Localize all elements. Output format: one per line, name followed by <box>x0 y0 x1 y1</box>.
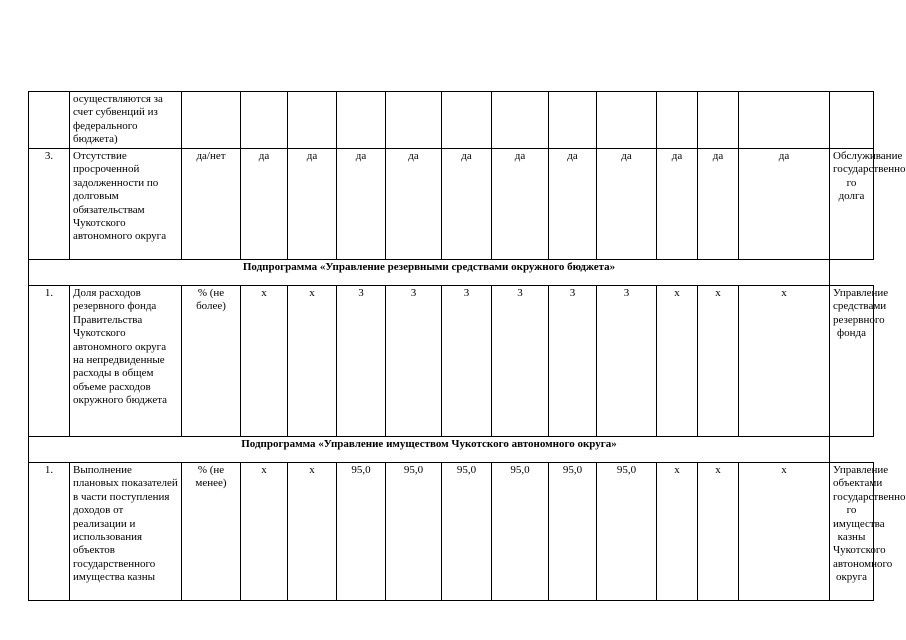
indicator-name: осуществляются за счет субвенций из федерального бюджета) <box>70 92 182 149</box>
indicator-name: Доля расходов резервного фонда Правительства Чукотского автономного округа на непредвиденные расходы в общем объеме расходов окружного бюджета <box>70 286 182 437</box>
table-row <box>29 92 874 149</box>
value-cell <box>657 92 698 149</box>
value-cell: х <box>288 286 337 437</box>
unit-cell: % (не более) <box>182 286 241 437</box>
responsible-cell: Обслуживание государственно го долга <box>830 149 874 260</box>
subprogram-title: Подпрограмма «Управление резервными средствами окружного бюджета» <box>29 260 830 286</box>
responsible-cell: Управление средствами резервного фонда <box>830 286 874 437</box>
row-number: 3. <box>29 149 70 260</box>
row-number: 1. <box>29 463 70 601</box>
value-cell <box>442 92 492 149</box>
value-cell: х <box>698 286 739 437</box>
indicator-name: Отсутствие просроченной задолженности по долговым обязательствам Чукотского автономного округа <box>70 149 182 260</box>
value-cell: да <box>241 149 288 260</box>
responsible-cell <box>830 92 874 149</box>
unit-cell <box>182 92 241 149</box>
value-cell <box>386 92 442 149</box>
value-cell: 95,0 <box>597 463 657 601</box>
value-cell: х <box>657 286 698 437</box>
value-cell: да <box>386 149 442 260</box>
value-cell: да <box>698 149 739 260</box>
value-cell: 3 <box>492 286 549 437</box>
value-cell: х <box>698 463 739 601</box>
row-number: 1. <box>29 286 70 437</box>
value-cell: х <box>739 463 830 601</box>
value-cell: 3 <box>337 286 386 437</box>
value-cell: да <box>442 149 492 260</box>
value-cell: 3 <box>386 286 442 437</box>
value-cell: 95,0 <box>442 463 492 601</box>
value-cell <box>549 92 597 149</box>
value-cell <box>698 92 739 149</box>
value-cell: х <box>739 286 830 437</box>
table-row <box>29 286 874 437</box>
table-body <box>29 92 906 601</box>
value-cell: да <box>549 149 597 260</box>
unit-cell: да/нет <box>182 149 241 260</box>
value-cell: 95,0 <box>492 463 549 601</box>
value-cell: да <box>739 149 830 260</box>
value-cell <box>241 92 288 149</box>
value-cell: 3 <box>442 286 492 437</box>
row-number <box>29 92 70 149</box>
value-cell: 95,0 <box>386 463 442 601</box>
indicators-table <box>28 91 906 601</box>
value-cell <box>492 92 549 149</box>
value-cell: да <box>492 149 549 260</box>
table-row <box>29 463 874 601</box>
value-cell: да <box>337 149 386 260</box>
value-cell: х <box>288 463 337 601</box>
subprogram-row <box>29 260 874 286</box>
value-cell <box>597 92 657 149</box>
value-cell: х <box>241 286 288 437</box>
responsible-cell: Управление объектами государственно го имущества казны Чукотского автономного округа <box>830 463 874 601</box>
value-cell: да <box>657 149 698 260</box>
value-cell: да <box>597 149 657 260</box>
value-cell: да <box>288 149 337 260</box>
unit-cell: % (не менее) <box>182 463 241 601</box>
value-cell: 3 <box>597 286 657 437</box>
value-cell: х <box>657 463 698 601</box>
table-row <box>29 149 874 260</box>
value-cell: 3 <box>549 286 597 437</box>
subprogram-title: Подпрограмма «Управление имуществом Чукотского автономного округа» <box>29 437 830 463</box>
value-cell: 95,0 <box>549 463 597 601</box>
subprogram-row <box>29 437 874 463</box>
value-cell <box>288 92 337 149</box>
indicator-name: Выполнение плановых показателей в части поступления доходов от реализации и использования объектов государственного имущества казны <box>70 463 182 601</box>
value-cell <box>739 92 830 149</box>
value-cell <box>337 92 386 149</box>
value-cell: 95,0 <box>337 463 386 601</box>
value-cell: х <box>241 463 288 601</box>
